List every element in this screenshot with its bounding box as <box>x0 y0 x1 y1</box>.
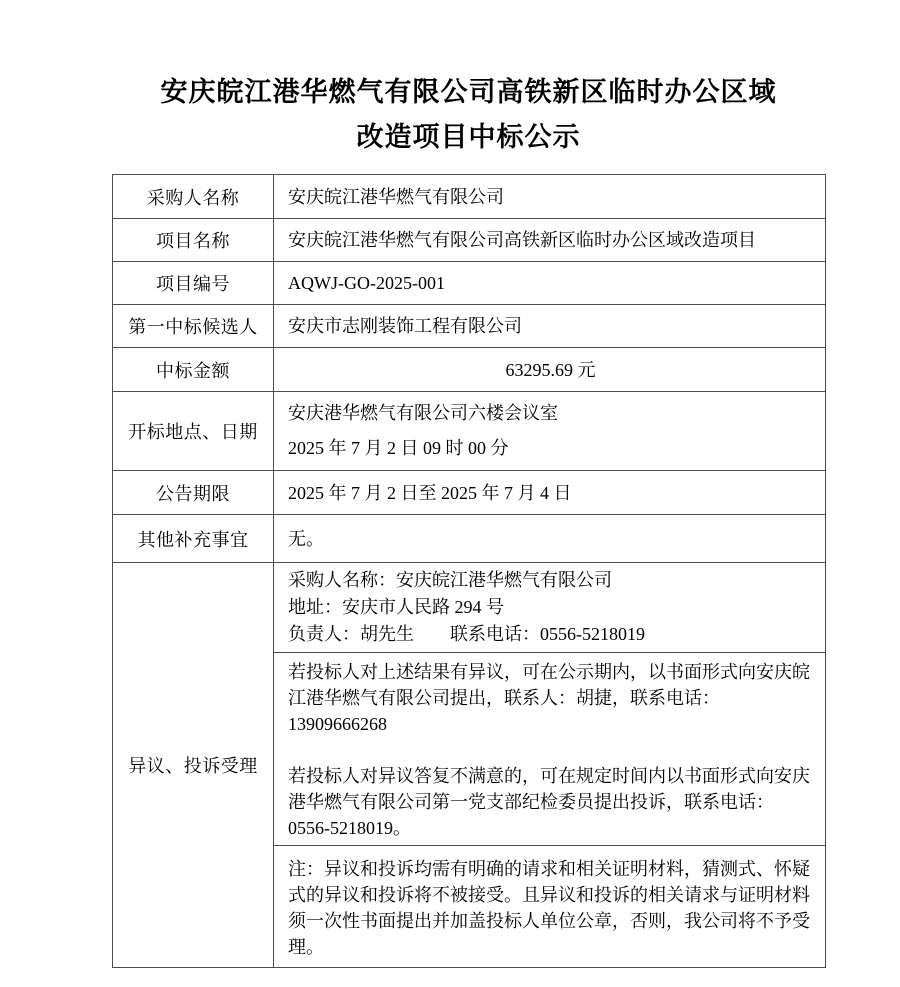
table-row-other-matters <box>113 515 826 563</box>
row-value-purchaser: 安庆皖江港华燃气有限公司 <box>274 175 826 219</box>
title-line-1: 安庆皖江港华燃气有限公司高铁新区临时办公区域 <box>160 77 777 107</box>
row-label-project-name: 项目名称 <box>113 219 274 262</box>
row-value-objection-note: 注：异议和投诉均需有明确的请求和相关证明材料，猜测式、怀疑式的异议和投诉将不被接受。且异议和投诉的相关请求与证明材料须一次性书面提出并加盖投标人单位公章，否则，我公司将不予受理。 <box>274 846 826 968</box>
table-row-project-code <box>113 262 826 305</box>
table-row-opening-place-date <box>113 392 826 471</box>
announcement-table <box>112 174 826 968</box>
announcement-document <box>112 0 825 968</box>
row-label-project-code: 项目编号 <box>113 262 274 305</box>
row-label-announcement-period: 公告期限 <box>113 471 274 515</box>
row-value-award-amount: 63295.69 元 <box>274 348 826 392</box>
table-row-announcement-period <box>113 471 826 515</box>
table-row-first-candidate <box>113 305 826 348</box>
row-value-objection-procedure <box>274 653 826 846</box>
opening-date-line: 2025 年 7 月 2 日 09 时 00 分 <box>288 438 509 458</box>
table-row-objection-contact <box>113 563 826 653</box>
table-row-project-name <box>113 219 826 262</box>
row-value-project-code: AQWJ-GO-2025-001 <box>274 262 826 305</box>
row-label-other-matters: 其他补充事宜 <box>113 515 274 563</box>
row-value-objection-contact <box>274 563 826 653</box>
row-label-award-amount: 中标金额 <box>113 348 274 392</box>
row-value-other-matters: 无。 <box>274 515 826 563</box>
objection-contact-address: 地址：安庆市人民路 294 号 <box>288 597 504 617</box>
row-label-purchaser: 采购人名称 <box>113 175 274 219</box>
objection-contact-person: 负责人：胡先生 联系电话：0556-5218019 <box>288 624 645 644</box>
opening-place-line: 安庆港华燃气有限公司六楼会议室 <box>288 403 558 423</box>
row-label-opening-place-date: 开标地点、日期 <box>113 392 274 471</box>
objection-paragraph-1: 若投标人对上述结果有异议，可在公示期内，以书面形式向安庆皖江港华燃气有限公司提出，联系人：胡捷，联系电话：13909666268 <box>288 662 810 734</box>
row-value-opening-place-date <box>274 392 826 471</box>
title-line-2: 改造项目中标公示 <box>356 122 581 152</box>
row-value-first-candidate: 安庆市志刚装饰工程有限公司 <box>274 305 826 348</box>
objection-paragraph-2: 若投标人对异议答复不满意的，可在规定时间内以书面形式向安庆港华燃气有限公司第一党支部纪检委员提出投诉，联系电话：0556-5218019。 <box>288 766 810 838</box>
row-label-first-candidate: 第一中标候选人 <box>113 305 274 348</box>
table-row-award-amount <box>113 348 826 392</box>
table-row-purchaser <box>113 175 826 219</box>
row-label-objection: 异议、投诉受理 <box>113 563 274 968</box>
objection-contact-purchaser: 采购人名称：安庆皖江港华燃气有限公司 <box>288 570 612 590</box>
row-value-project-name: 安庆皖江港华燃气有限公司高铁新区临时办公区域改造项目 <box>274 219 826 262</box>
document-title <box>112 70 825 160</box>
row-value-announcement-period: 2025 年 7 月 2 日至 2025 年 7 月 4 日 <box>274 471 826 515</box>
